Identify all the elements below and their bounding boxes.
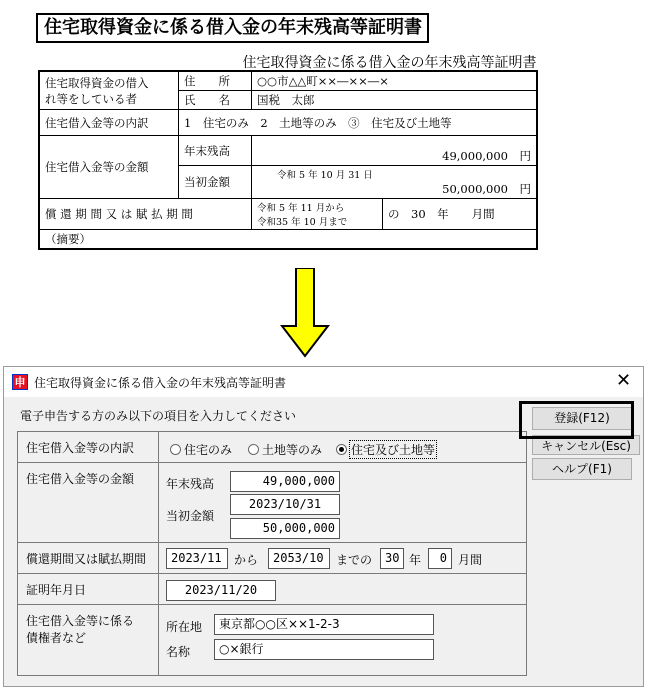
period-label: 償還期間又は賦払期間 — [26, 552, 147, 566]
dialog-titlebar[interactable] — [4, 367, 643, 397]
period-to-input[interactable]: 2053/10 — [268, 548, 330, 569]
paper-amount-label: 住宅借入金等の金額 — [39, 136, 179, 199]
period-years-suffix: 年 — [409, 553, 422, 567]
period-from-input[interactable]: 2023/11 — [166, 548, 228, 569]
paper-remarks: （摘要） — [39, 230, 537, 250]
paper-period-range: 令和 5 年 11 月から 令和35 年 10 月まで — [252, 199, 383, 230]
year-end-input[interactable]: 49,000,000 — [230, 471, 340, 492]
creditor-name-label: 名称 — [166, 645, 191, 659]
paper-breakdown-value: 1 住宅のみ 2 土地等のみ ③ 住宅及び土地等 — [179, 110, 538, 136]
period-row — [18, 543, 526, 574]
radio-house-and-land[interactable] — [336, 444, 347, 455]
period-months-suffix: 月間 — [458, 553, 483, 567]
period-from-suffix: から — [234, 553, 259, 567]
app-icon: 申 — [12, 374, 28, 390]
paper-name-value: 国税 太郎 — [252, 91, 538, 110]
amount-label: 住宅借入金等の金額 — [26, 472, 135, 486]
period-to-suffix: までの — [336, 553, 373, 567]
creditor-address-label: 所在地 — [166, 620, 203, 634]
radio-land-only[interactable] — [248, 444, 259, 455]
breakdown-label: 住宅借入金等の内訳 — [26, 441, 135, 455]
dialog-title: 住宅取得資金に係る借入金の年末残高等証明書 — [34, 376, 287, 390]
year-end-label: 年末残高 — [166, 477, 215, 491]
cancel-button[interactable]: キャンセル(Esc) — [532, 435, 640, 455]
period-years-input[interactable]: 30 — [380, 548, 404, 569]
amount-row — [18, 463, 526, 543]
register-button-highlight — [519, 401, 634, 439]
creditor-row — [18, 605, 526, 675]
cert-date-input[interactable]: 2023/11/20 — [166, 580, 276, 601]
paper-period-label: 償 還 期 間 又 は 賦 払 期 間 — [39, 199, 252, 230]
initial-date-input[interactable]: 2023/10/31 — [230, 494, 340, 515]
initial-amount-label: 当初金額 — [166, 509, 215, 523]
paper-name-label: 氏 名 — [179, 91, 252, 110]
paper-address-label: 住 所 — [179, 71, 252, 91]
radio-land-only-label[interactable]: 土地等のみ — [262, 443, 323, 457]
paper-borrower-label: 住宅取得資金の借入 れ等をしている者 — [39, 71, 179, 110]
period-months-input[interactable]: 0 — [428, 548, 452, 569]
paper-form-title: 住宅取得資金に係る借入金の年末残高等証明書 — [242, 55, 537, 71]
paper-breakdown-label: 住宅借入金等の内訳 — [39, 110, 179, 136]
help-button[interactable]: ヘルプ(F1) — [532, 458, 632, 480]
radio-house-only-label[interactable]: 住宅のみ — [184, 443, 233, 457]
creditor-label: 住宅借入金等に係る 債権者など — [26, 614, 135, 645]
paper-initial-cell: 令和 5 年 10 月 31 日 50,000,000 円 — [252, 166, 538, 199]
paper-year-end-value: 49,000,000 円 — [252, 136, 538, 166]
instruction-text: 電子申告する方のみ以下の項目を入力してください — [20, 409, 297, 423]
cert-date-row — [18, 574, 526, 605]
paper-year-end-label: 年末残高 — [179, 136, 252, 166]
down-arrow-icon — [280, 268, 330, 358]
radio-house-and-land-label[interactable]: 住宅及び土地等 — [349, 440, 437, 459]
form-grid — [17, 431, 527, 676]
creditor-name-input[interactable]: ○×銀行 — [214, 639, 434, 660]
close-icon[interactable]: ✕ — [616, 370, 632, 391]
document-title: 住宅取得資金に係る借入金の年末残高等証明書 — [36, 13, 429, 43]
register-button[interactable]: 登録(F12) — [532, 407, 632, 430]
paper-initial-label: 当初金額 — [179, 166, 252, 199]
paper-period-years: の 30 年 月間 — [383, 199, 538, 230]
cert-date-label: 証明年月日 — [26, 583, 87, 597]
breakdown-row — [18, 432, 526, 463]
paper-address-value: ○○市△△町××―××―× — [252, 71, 538, 91]
initial-amount-input[interactable]: 50,000,000 — [230, 518, 340, 539]
paper-form — [38, 70, 538, 250]
creditor-address-input[interactable]: 東京都○○区××1-2-3 — [214, 614, 434, 635]
radio-house-only[interactable] — [170, 444, 181, 455]
